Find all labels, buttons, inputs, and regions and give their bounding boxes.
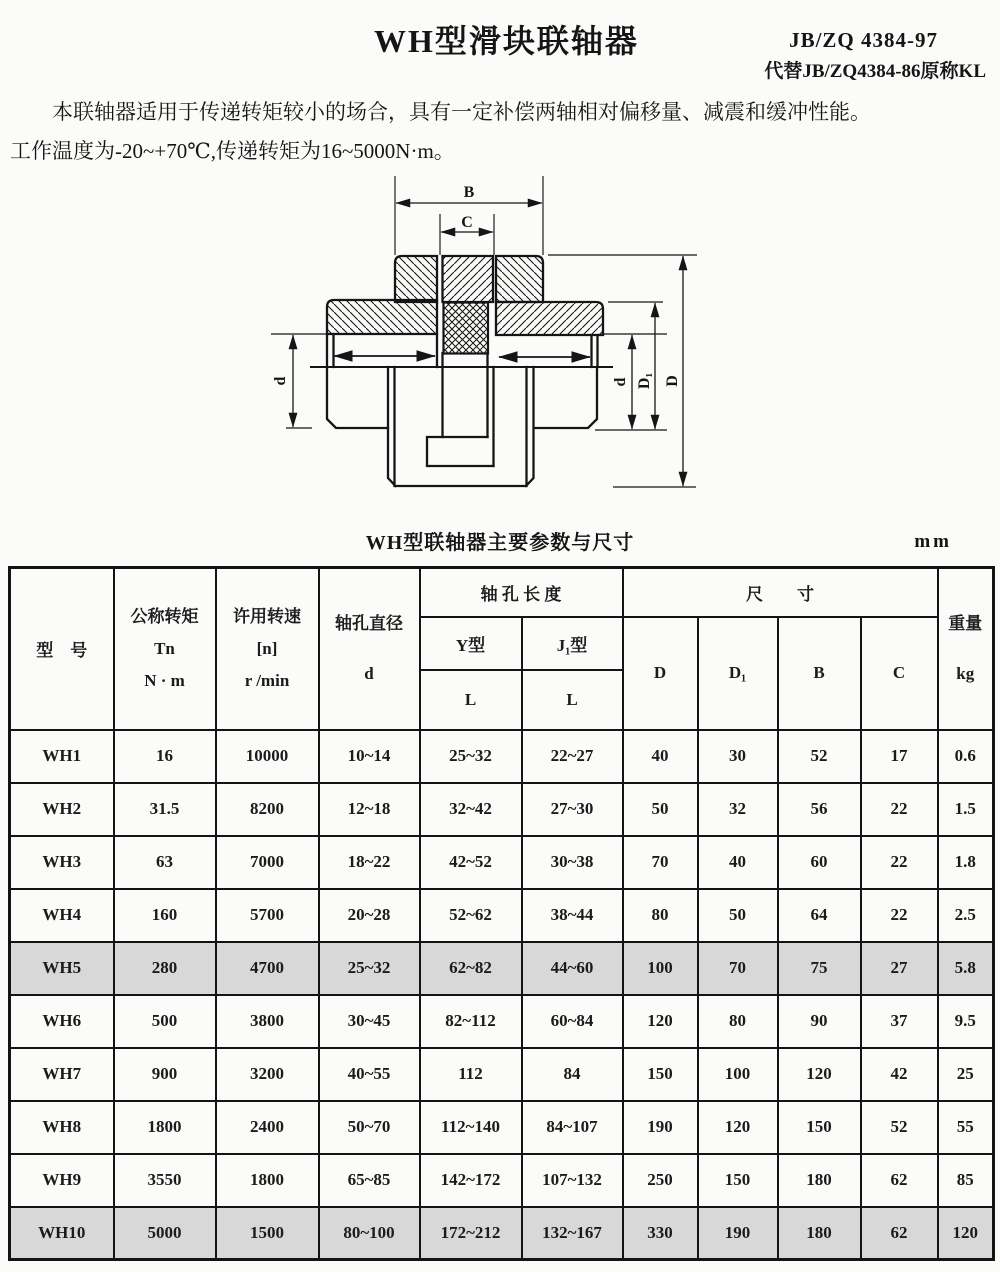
table-cell: 80: [698, 995, 778, 1048]
table-cell: 22: [861, 889, 938, 942]
table-cell: 25~32: [420, 730, 522, 783]
header-D: D: [623, 617, 698, 730]
table-cell: 63: [114, 836, 216, 889]
page-title: WH型滑块联轴器: [374, 23, 639, 59]
table-cell: 112: [420, 1048, 522, 1101]
table-cell: 10000: [216, 730, 319, 783]
table-cell: 50~70: [319, 1101, 420, 1154]
table-cell: 62~82: [420, 942, 522, 995]
header-torque: [114, 568, 216, 730]
table-cell: 42: [861, 1048, 938, 1101]
table-cell: 62: [861, 1154, 938, 1207]
dimension-label-C: C: [461, 214, 473, 231]
table-cell: 190: [623, 1101, 698, 1154]
intro-line-2: 工作温度为-20~+70℃,传递转矩为16~5000N·m。: [10, 139, 455, 163]
dimension-label-D1: D₁: [636, 372, 653, 390]
header-B: B: [778, 617, 861, 730]
table-cell: 500: [114, 995, 216, 1048]
table-cell: 80: [623, 889, 698, 942]
table-cell: 7000: [216, 836, 319, 889]
table-cell: WH7: [10, 1048, 114, 1101]
table-cell: 1.5: [938, 783, 994, 836]
table-cell: 132~167: [522, 1207, 623, 1260]
table-cell: 27~30: [522, 783, 623, 836]
table-cell: 1.8: [938, 836, 994, 889]
dimension-label-B: B: [463, 184, 475, 201]
table-cell: 10~14: [319, 730, 420, 783]
table-cell: 120: [623, 995, 698, 1048]
table-cell: 8200: [216, 783, 319, 836]
table-cell: 60~84: [522, 995, 623, 1048]
table-cell: 4700: [216, 942, 319, 995]
table-cell: 5.8: [938, 942, 994, 995]
table-cell: 172~212: [420, 1207, 522, 1260]
table-caption: WH型联轴器主要参数与尺寸: [365, 532, 635, 554]
table-cell: 180: [778, 1207, 861, 1260]
header-L-y: L: [420, 670, 522, 730]
table-cell: 37: [861, 995, 938, 1048]
table-cell: 40: [623, 730, 698, 783]
table-cell: WH9: [10, 1154, 114, 1207]
table-cell: 50: [698, 889, 778, 942]
table-row: [10, 1048, 994, 1101]
table-cell: 900: [114, 1048, 216, 1101]
table-cell: 120: [938, 1207, 994, 1260]
table-cell: 2.5: [938, 889, 994, 942]
table-cell: 2400: [216, 1101, 319, 1154]
table-cell: WH8: [10, 1101, 114, 1154]
header-speed-line1: 许用转速: [233, 606, 301, 626]
table-cell: 0.6: [938, 730, 994, 783]
table-cell: 52: [861, 1101, 938, 1154]
header-weight-line1: 重量: [948, 613, 983, 633]
table-cell: 84~107: [522, 1101, 623, 1154]
table-cell: 150: [623, 1048, 698, 1101]
table-cell: 44~60: [522, 942, 623, 995]
table-cell: 107~132: [522, 1154, 623, 1207]
table-cell: WH3: [10, 836, 114, 889]
header-D1: D₁: [698, 617, 778, 730]
header-speed-line3: r /min: [244, 670, 290, 690]
table-cell: 25: [938, 1048, 994, 1101]
table-cell: 30~38: [522, 836, 623, 889]
header-C: C: [861, 617, 938, 730]
table-cell: 120: [778, 1048, 861, 1101]
table-unit-label: mm: [914, 531, 952, 552]
table-cell: WH6: [10, 995, 114, 1048]
table-cell: 160: [114, 889, 216, 942]
header-torque-line1: 公称转矩: [130, 606, 199, 626]
table-cell: 65~85: [319, 1154, 420, 1207]
table-row: [10, 1207, 994, 1260]
header-bore-diameter: [319, 568, 420, 730]
table-cell: 1500: [216, 1207, 319, 1260]
table-cell: 85: [938, 1154, 994, 1207]
header-torque-line3: N · m: [144, 670, 185, 690]
table-cell: 20~28: [319, 889, 420, 942]
table-cell: 3200: [216, 1048, 319, 1101]
table-cell: WH10: [10, 1207, 114, 1260]
table-cell: 120: [698, 1101, 778, 1154]
table-cell: 5000: [114, 1207, 216, 1260]
table-cell: 75: [778, 942, 861, 995]
header-torque-line2: Tn: [154, 638, 175, 658]
intro-paragraph: [10, 93, 998, 171]
table-cell: 3800: [216, 995, 319, 1048]
table-cell: 30: [698, 730, 778, 783]
table-cell: 52: [778, 730, 861, 783]
table-cell: 56: [778, 783, 861, 836]
parameters-table: [8, 566, 995, 1261]
table-cell: 84: [522, 1048, 623, 1101]
intro-line-1: 本联轴器适用于传递转矩较小的场合，具有一定补偿两轴相对偏移量、减震和缓冲性能。: [52, 100, 871, 124]
table-cell: 40: [698, 836, 778, 889]
table-cell: WH1: [10, 730, 114, 783]
table-cell: WH4: [10, 889, 114, 942]
table-cell: 22: [861, 836, 938, 889]
table-row: [10, 836, 994, 889]
header-weight: [938, 568, 994, 730]
header-bore-length: 轴 孔 长 度: [420, 568, 623, 617]
table-cell: 12~18: [319, 783, 420, 836]
table-cell: 190: [698, 1207, 778, 1260]
table-row: [10, 889, 994, 942]
table-row: [10, 730, 994, 783]
table-row: [10, 1154, 994, 1207]
table-cell: 80~100: [319, 1207, 420, 1260]
table-cell: 112~140: [420, 1101, 522, 1154]
table-cell: 1800: [114, 1101, 216, 1154]
table-cell: 25~32: [319, 942, 420, 995]
header-y-type: Y型: [420, 617, 522, 670]
table-row: [10, 942, 994, 995]
table-cell: 5700: [216, 889, 319, 942]
table-cell: WH5: [10, 942, 114, 995]
table-cell: 70: [698, 942, 778, 995]
header-L-j1: L: [522, 670, 623, 730]
table-cell: 31.5: [114, 783, 216, 836]
table-cell: 180: [778, 1154, 861, 1207]
table-cell: 9.5: [938, 995, 994, 1048]
table-cell: 62: [861, 1207, 938, 1260]
table-cell: 64: [778, 889, 861, 942]
table-cell: 18~22: [319, 836, 420, 889]
dimension-label-d-left: d: [272, 376, 289, 386]
table-cell: 52~62: [420, 889, 522, 942]
table-row: [10, 783, 994, 836]
table-cell: 40~55: [319, 1048, 420, 1101]
header-bore-diameter-line2: d: [364, 663, 374, 683]
table-cell: 60: [778, 836, 861, 889]
header-weight-line2: kg: [956, 663, 975, 683]
table-cell: WH2: [10, 783, 114, 836]
table-cell: 70: [623, 836, 698, 889]
dimension-label-D: D: [664, 375, 681, 387]
table-cell: 32~42: [420, 783, 522, 836]
table-cell: 100: [623, 942, 698, 995]
slider-block-section: [444, 303, 489, 354]
table-header: [10, 568, 994, 730]
table-cell: 280: [114, 942, 216, 995]
standard-replaces-note: 代替JB/ZQ4384-86原称KL: [764, 61, 986, 82]
table-cell: 3550: [114, 1154, 216, 1207]
table-cell: 150: [778, 1101, 861, 1154]
table-cell: 55: [938, 1101, 994, 1154]
table-cell: 50: [623, 783, 698, 836]
table-row: [10, 995, 994, 1048]
table-cell: 250: [623, 1154, 698, 1207]
table-cell: 30~45: [319, 995, 420, 1048]
table-cell: 17: [861, 730, 938, 783]
dimension-label-d-right: d: [612, 377, 629, 387]
standard-code: JB/ZQ 4384-97: [789, 28, 938, 52]
table-cell: 22: [861, 783, 938, 836]
table-cell: 1800: [216, 1154, 319, 1207]
table-cell: 42~52: [420, 836, 522, 889]
table-cell: 16: [114, 730, 216, 783]
table-cell: 27: [861, 942, 938, 995]
header-bore-diameter-line1: 轴孔直径: [335, 613, 403, 633]
header-dimensions: 尺 寸: [623, 568, 938, 617]
table-cell: 82~112: [420, 995, 522, 1048]
table-cell: 142~172: [420, 1154, 522, 1207]
table-row: [10, 1101, 994, 1154]
coupling-section-diagram: [228, 170, 740, 504]
header-model: 型 号: [10, 568, 114, 730]
header-speed-line2: [n]: [256, 638, 278, 658]
table-cell: 150: [698, 1154, 778, 1207]
table-cell: 90: [778, 995, 861, 1048]
table-cell: 100: [698, 1048, 778, 1101]
table-cell: 38~44: [522, 889, 623, 942]
table-cell: 22~27: [522, 730, 623, 783]
header-j1-type: J₁型: [522, 617, 623, 670]
table-cell: 32: [698, 783, 778, 836]
table-cell: 330: [623, 1207, 698, 1260]
table-body: [10, 730, 994, 1260]
header-speed: [216, 568, 319, 730]
